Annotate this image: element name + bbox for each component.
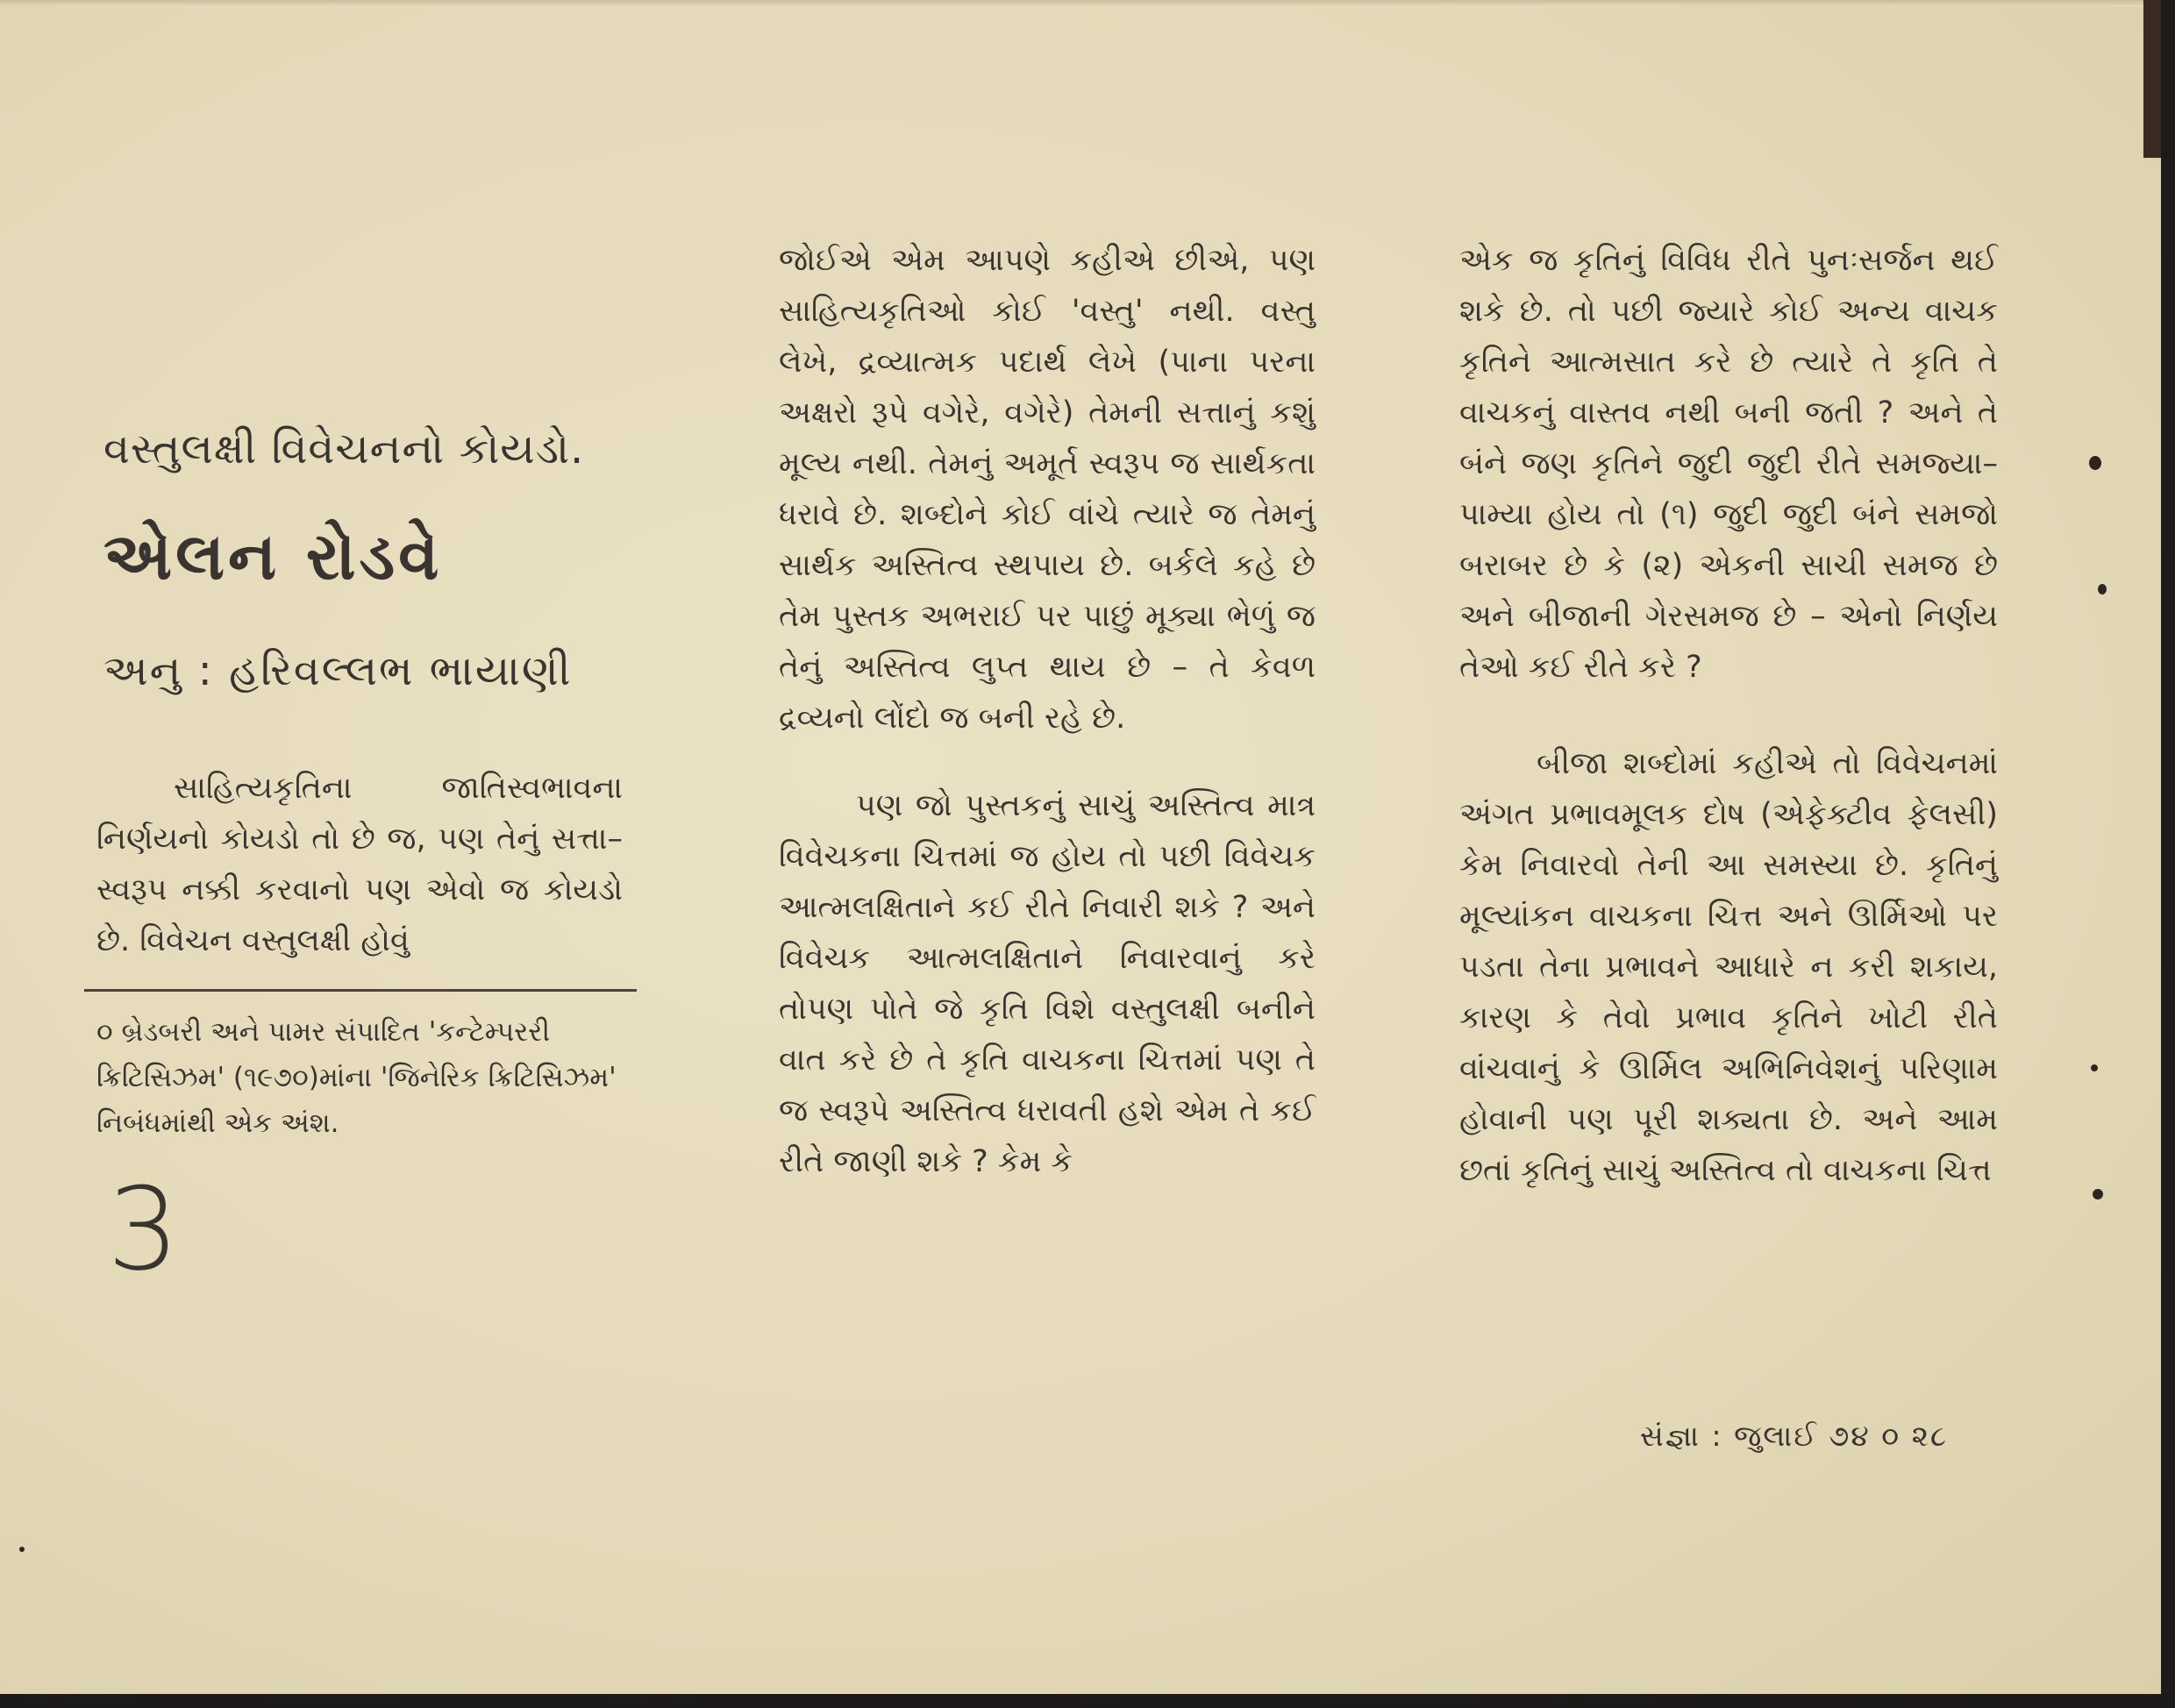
folio: સંજ્ઞા : જુલાઈ ૭૪ ૦ ૨૮ (1640, 1419, 1949, 1453)
right-paragraph-1: એક જ કૃતિનું વિવિધ રીતે પુનઃસર્જન થઈ શકે છે. તો પછી જ્યારે કોઈ અન્ય વાચક કૃતિને આત્મસાત કરે છે ત્યારે તે કૃતિ તે વાચકનું વાસ્તવ નથી બની જતી ? અને તે બંને જણ કૃતિને જુદી જુદી રીતે સમજ્યા–પામ્યા હોય તો (૧) જુદી જુદી બંને સમજો બરાબર છે કે (૨) એકની સાચી સમજ છે અને બીજાની ગેરસમજ છે – એનો નિર્ણય તેઓ કઈ રીતે કરે ? (1459, 243, 1998, 685)
footnote-divider (84, 989, 637, 992)
left-column (96, 421, 640, 1296)
middle-paragraph-2: પણ જો પુસ્તકનું સાચું અસ્તિત્વ માત્ર વિવેચકના ચિત્તમાં જ હોય તો પછી વિવેચક આત્મલક્ષિતાને કઈ રીતે નિવારી શકે ? અને વિવેચક આત્મલક્ષિતાને નિવારવાનું કરે તોપણ પોતે જે કૃતિ વિશે વસ્તુલક્ષી બનીને વાત કરે છે તે કૃતિ વાચકના ચિત્તમાં પણ તે જ સ્વરૂપે અસ્તિત્વ ધરાવતી હશે એમ તે કઈ રીતે જાણી શકે ? કેમ કે (779, 788, 1316, 1179)
binding-hole-dot (2098, 584, 2107, 594)
left-body (96, 763, 623, 966)
footnote: ૦ બ્રેડબરી અને પામર સંપાદિત 'કન્ટેમ્પરરી ક્રિટિસિઝમ' (૧૯૭૦)માંના 'જિનેરિક ક્રિટિસિઝમ' નિબંધમાંથી એક અંશ. (96, 1016, 617, 1139)
middle-paragraph-1: જોઈએ એમ આપણે કહીએ છીએ, પણ સાહિત્યકૃતિઓ કોઈ 'વસ્તુ' નથી. વસ્તુ લેખે, દ્રવ્યાત્મક પદાર્થ લેખે (પાના પરના અક્ષરો રૂપે વગેરે, વગેરે) તેમની સત્તાનું કશું મૂલ્ય નથી. તેમનું અમૂર્ત સ્વરૂપ જ સાર્થકતા ધરાવે છે. શબ્દોને કોઈ વાંચે ત્યારે જ તેમનું સાર્થક અસ્તિત્વ સ્થપાય છે. બર્કલે કહે છે તેમ પુસ્તક અભરાઈ પર પાછું મૂક્યા ભેળું જ તેનું અસ્તિત્વ લુપ્ત થાય છે – તે કેવળ દ્રવ્યનો લોંદો જ બની રહે છે. (779, 243, 1316, 736)
right-column (1459, 235, 1998, 1196)
middle-column (779, 235, 1316, 1187)
binding-strip (2143, 0, 2161, 158)
article-headline: વસ્તુલક્ષી વિવેચનનો કોયડો. (103, 424, 585, 473)
binding-hole-dot (2089, 456, 2101, 470)
paragraph-gap (1459, 693, 1998, 738)
right-paragraph-2: બીજા શબ્દોમાં કહીએ તો વિવેચનમાં અંગત પ્રભાવમૂલક દોષ (એફેક્ટીવ ફેલસી) કેમ નિવારવો તેની આ સમસ્યા છે. કૃતિનું મૂલ્યાંકન વાચકના ચિત્ત અને ઊર્મિઓ પર પડતા તેના પ્રભાવને આધારે ન કરી શકાય, કારણ કે તેવો પ્રભાવ કૃતિને ખોટી રીતે વાંચવાનું કે ઊર્મિલ અભિનિવેશનું પરિણામ હોવાની પણ પૂરી શક્યતા છે. અને આમ છતાં કૃતિનું સાચું અસ્તિત્વ તો વાચકના ચિત્ત (1459, 746, 1998, 1188)
binding-hole-dot (2093, 1189, 2103, 1199)
article-author: એલન રોડવે (103, 519, 443, 594)
page-top-edge (0, 0, 2161, 7)
paper-speck (19, 1547, 25, 1552)
binding-hole-dot (2091, 1064, 2098, 1071)
paragraph-gap (779, 744, 1316, 780)
page-number: 3 (107, 1163, 180, 1296)
left-paragraph: સાહિત્યકૃતિના જાતિસ્વભાવના નિર્ણયનો કોયડો તો છે જ, પણ તેનું સત્તા–સ્વરૂપ નક્કી કરવાનો પણ એવો જ કોયડો છે. વિવેચન વસ્તુલક્ષી હોવું (96, 771, 623, 958)
article-translator: અનુ : હરિવલ્લભ ભાયાણી (103, 646, 573, 695)
